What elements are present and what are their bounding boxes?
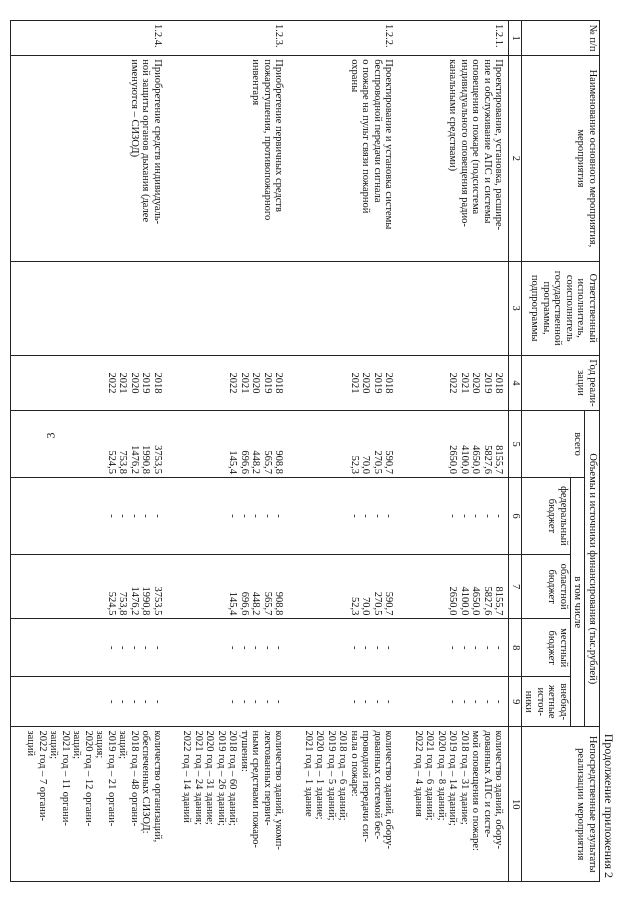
row-result: количество зданий, укомп- лектованных первич- ными средствами пожаро- тушения: 2018 год – 60 зданий; 2019 год – 26 зданий; 2020 год – 31 здание; 2021 год – 24 здания; 2022 год – 14 зданий [167, 727, 289, 882]
row-federal: - - - - - [167, 478, 289, 555]
row-name: Проектирование, установка, расшире- ние и обслуживание АПС и системы оповещения о пожаре (подсистема индивидуального оповещения радио- канальными средствами) [399, 56, 510, 261]
table-row [167, 21, 289, 882]
header-total: всего [522, 411, 586, 478]
row-responsible [11, 261, 168, 355]
header-responsible: Ответственный исполнитель, соисполнитель государственной программы, подпрограммы [522, 261, 600, 355]
row-responsible [167, 261, 289, 355]
row-total: 590,7 270,5 70,0 52,3 [289, 411, 399, 478]
header-incl: в том числе [571, 478, 586, 727]
row-total: 908,8 565,7 448,2 696,6 145,4 [167, 411, 289, 478]
row-total: 3753,5 1990,8 1476,2 753,8 524,5 [11, 411, 168, 478]
row-responsible [399, 261, 510, 355]
row-responsible [289, 261, 399, 355]
column-number: 6 [509, 478, 522, 555]
column-number: 9 [509, 677, 522, 727]
row-local: - - - - - [167, 619, 289, 677]
appendix-note: Продолжение приложения 2 [602, 733, 616, 878]
row-total: 8155,7 5827,6 4650,0 4100,0 2650,0 [399, 411, 510, 478]
table-row [399, 21, 510, 882]
column-number: 4 [509, 355, 522, 410]
row-federal: - - - - - [11, 478, 168, 555]
row-extra: - - - - - [167, 677, 289, 727]
row-number: 1.2.2. [289, 21, 399, 56]
header-volume-group: Объемы и источники финансирования (тыс.рублей) [585, 411, 600, 727]
row-local: - - - - - [11, 619, 168, 677]
header-results: Непосредственные результаты реализации мероприятия [522, 727, 600, 882]
row-name: Приобретение первичных средств пожаротушения, противопожарного инвентаря [167, 56, 289, 261]
column-number: 2 [509, 56, 522, 261]
row-result: количество зданий, обору- дованных системой бес- проводной передачи сиг- нала о пожаре: 2018 год – 6 зданий; 2019 год – 5 зданий; 2020 год – 1 здание; 2021 год – 1 здание [289, 727, 399, 882]
table-row [11, 21, 168, 882]
row-years: 2018 2019 2020 2021 2022 [167, 355, 289, 410]
header-year: Год реали-зации [522, 355, 600, 410]
column-number: 7 [509, 554, 522, 619]
header-federal: федеральный бюджет [522, 478, 571, 555]
column-number-row [509, 21, 522, 882]
row-federal: - - - - - [399, 478, 510, 555]
column-number: 1 [509, 21, 522, 56]
row-regional: 590,7 270,5 70,0 52,3 [289, 554, 399, 619]
row-extra: - - - - - [399, 677, 510, 727]
row-extra: - - - - - [11, 677, 168, 727]
row-years: 2018 2019 2020 2021 2022 [11, 355, 168, 410]
row-years: 2018 2019 2020 2021 2022 [399, 355, 510, 410]
header-local: местный бюджет [522, 619, 571, 677]
header-name: Наименование основного мероприятия, мероприятия [522, 56, 600, 261]
row-name: Приобретение средств индивидуаль- ной защиты органов дыхания (далее именуются – СИЗОД) [11, 56, 168, 261]
header-num: № п/п [522, 21, 600, 56]
row-federal: - - - - [289, 478, 399, 555]
row-local: - - - - - [399, 619, 510, 677]
column-number: 5 [509, 411, 522, 478]
page-number: 3 [43, 432, 58, 439]
row-years: 2018 2019 2020 2021 [289, 355, 399, 410]
row-number: 1.2.3. [167, 21, 289, 56]
header-extra: внебюд-жетные источ-ники [522, 677, 571, 727]
table-row [289, 21, 399, 882]
rotated-page [20, 12, 620, 892]
row-local: - - - - [289, 619, 399, 677]
row-result: количество организаций, обеспеченных СИЗОД: 2018 год – 48 органи- заций; 2019 год – 21 органи- зация; 2020 год – 12 органи- заций; 2021 год – 11 органи- заций; 2022 год – 7 органи- заций [11, 727, 168, 882]
row-name: Проектирование и установка системы беспроводной передачи сигнала о пожаре на пульт связи пожарной охраны [289, 56, 399, 261]
row-number: 1.2.1. [399, 21, 510, 56]
column-number: 10 [509, 727, 522, 882]
row-regional: 3753,5 1990,8 1476,2 753,8 524,5 [11, 554, 168, 619]
header-regional: областной бюджет [522, 554, 571, 619]
row-regional: 908,8 565,7 448,2 696,6 145,4 [167, 554, 289, 619]
column-number: 3 [509, 261, 522, 355]
row-result: количество зданий, обору- дованных АПС и систе- мой оповещения о пожаре: 2018 год – 31 здание; 2019 год – 14 зданий; 2020 год – 8 зданий; 2021 год – 6 зданий; 2022 год – 4 здания [399, 727, 510, 882]
column-number: 8 [509, 619, 522, 677]
row-regional: 8155,7 5827,6 4650,0 4100,0 2650,0 [399, 554, 510, 619]
row-number: 1.2.4. [11, 21, 168, 56]
program-table [10, 20, 600, 882]
row-extra: - - - - [289, 677, 399, 727]
